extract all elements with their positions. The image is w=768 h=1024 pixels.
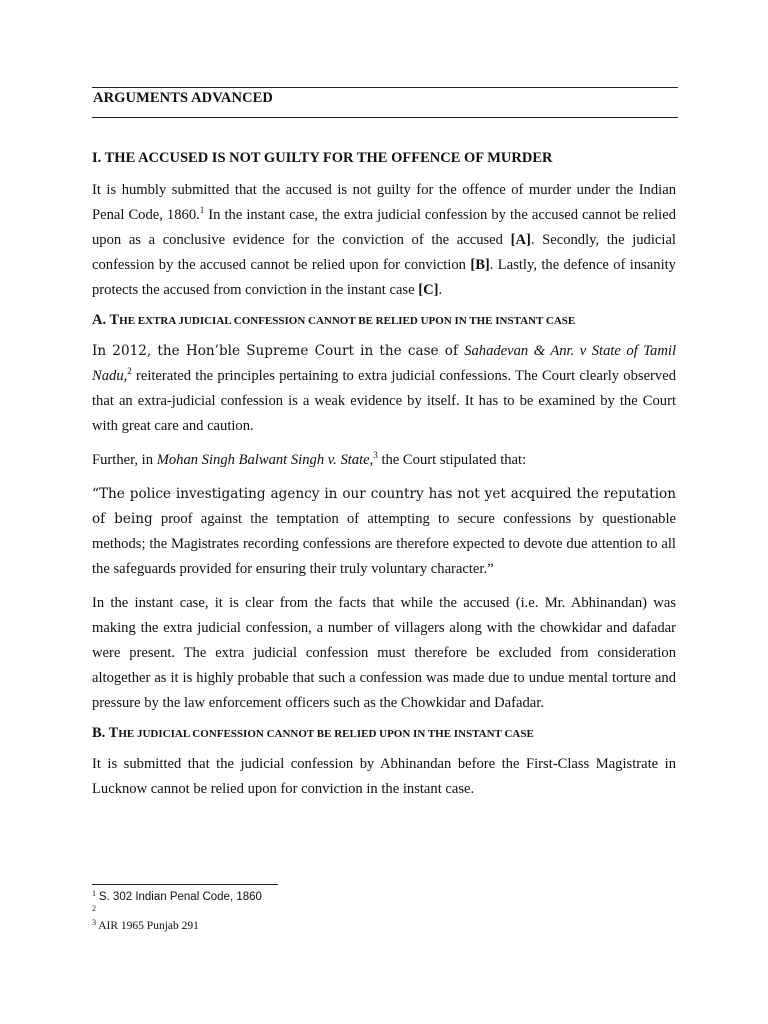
intro-text-b: In the instant case, the extra judicial confession by the accused cannot be relied upon as a conclusive evidence for the conviction of the accused <box>92 207 677 248</box>
footnote-1-text: S. 302 Indian Penal Code, 1860 <box>98 891 262 903</box>
sahadevan-text: reiterated the principles pertaining to extra judicial confessions. The Court clearly observed that an extra-judicial confession is a weak evidence by itself. It has to be examined by the Court with great care and caution. <box>92 368 676 434</box>
footnote-separator <box>92 884 278 885</box>
subheading-A-lead: A. T <box>92 312 120 328</box>
footnote-3-number: 3 <box>92 918 96 927</box>
mohan-lead: Further, in <box>92 452 157 468</box>
paragraph-mohan-singh: Further, in Mohan Singh Balwant Singh v. State,$^3$ the Court stipulated that: <box>92 450 527 468</box>
footnote-1 <box>92 891 262 903</box>
intro-text-e: . <box>438 282 443 298</box>
footnote-ref-2: 2 <box>127 366 132 376</box>
sahadevan-lead: In 2012, the Hon’ble Supreme Court in the case of <box>92 343 465 359</box>
case-name-mohan-singh: Mohan Singh Balwant Singh v. State <box>156 452 370 468</box>
intro-text-a: It is humbly submitted that the accused is not guilty for the offence of murder under the Indian Penal Code, 1860. <box>92 182 676 223</box>
page-header-title: ARGUMENTS ADVANCED <box>93 90 273 106</box>
subheading-B-rest: HE JUDICIAL CONFESSION CANNOT BE RELIED UPON IN THE INSTANT CASE <box>118 728 534 740</box>
subheading-B-lead: B. T <box>92 725 119 741</box>
intro-text-c: . Secondly, the judicial confession by the accused cannot be relied upon for conviction <box>92 232 676 273</box>
footnote-ref-3: 3 <box>373 450 378 460</box>
intro-text-d: . Lastly, the defence of insanity protects the accused from conviction in the instant case <box>92 257 676 298</box>
ref-C: [C] <box>418 282 439 298</box>
footnote-2 <box>92 906 96 918</box>
header-bottom-rule <box>92 117 678 118</box>
intro-paragraph <box>92 178 676 303</box>
paragraph-instant-case: In the instant case, it is clear from the facts that while the accused (i.e. Mr. Abhinandan) was making the extra judicial confession, a number of villagers along with the chowkidar and dafadar were present. The extra judicial confession must therefore be excluded from consideration altogether as it is highly probable that such a confession was made due to undue mental torture and pressure by the law enforcement officers such as the Chowkidar and Dafadar. <box>92 595 676 711</box>
footnote-3 <box>92 920 199 932</box>
footnote-1-number: 1 <box>92 889 96 898</box>
ref-A: [A] <box>510 232 531 248</box>
footnote-ref-1: 1 <box>199 205 205 215</box>
header-top-rule <box>92 87 678 88</box>
ref-B: [B] <box>470 257 490 273</box>
quote-rest: proof against the temptation of attempting to secure confessions by questionable methods; the Magistrates recording confessions are therefore expected to devote due attention to all the safeguards provided for ensuring their truly voluntary character.” <box>92 511 676 577</box>
case-name-sahadevan: Sahadevan & Anr. v State of Tamil Nadu <box>92 343 677 384</box>
document-body <box>92 150 676 811</box>
subheading-A <box>92 312 676 329</box>
quote-line-1: “The police investigating agency in our country has not yet acquired the reputation of being <box>92 486 676 527</box>
footnote-3-text: AIR 1965 Punjab 291 <box>98 920 199 932</box>
section-heading-1: I. THE ACCUSED IS NOT GUILTY FOR THE OFFENCE OF MURDER <box>92 150 553 166</box>
paragraph-sahadevan: In 2012, the Hon’ble Supreme Court in the case of Sahadevan & Anr. v State of Tamil Nadu,$^2$ reiterated the principles pertaining to extra judicial confessions. The Court clearly observed that an extra-judicial confession is a weak evidence by itself. It has to be examined by the Court with great care and caution. <box>92 343 677 434</box>
block-quote <box>92 482 676 582</box>
subheading-B <box>92 725 676 742</box>
subheading-A-rest: HE EXTRA JUDICIAL CONFESSION CANNOT BE RELIED UPON IN THE INSTANT CASE <box>119 315 576 327</box>
footnote-2-number: 2 <box>92 904 96 913</box>
paragraph-judicial-confession: It is submitted that the judicial confession by Abhinandan before the First-Class Magistrate in Lucknow cannot be relied upon for conviction in the instant case. <box>92 756 676 797</box>
mohan-text: the Court stipulated that: <box>377 452 527 468</box>
